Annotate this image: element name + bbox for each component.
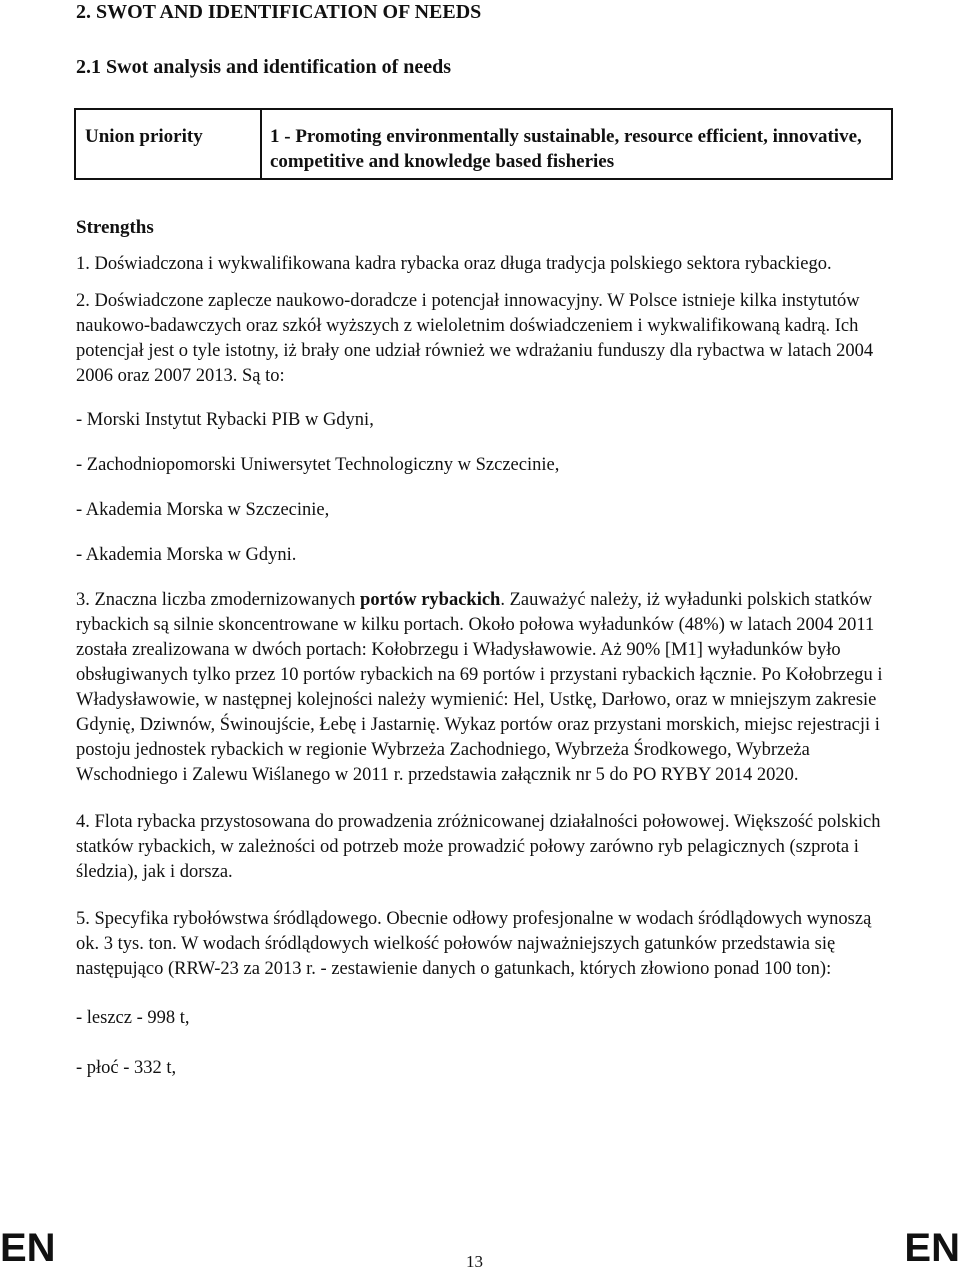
paragraph-3-lead: 3. Znaczna liczba zmodernizowanych <box>76 590 361 610</box>
paragraph-1: 1. Doświadczona i wykwalifikowana kadra rybacka oraz długa tradycja polskiego sektora rybackiego. <box>76 254 832 274</box>
paragraph-4: 4. Flota rybacka przystosowana do prowadzenia zróżnicowanej działalności połowowej. Większość polskich statków rybackich, w zależności od potrzeb może prowadzić połowy zarówno ryb pelagicznych (szprota i śledzia), jak i dorsza. <box>76 812 881 882</box>
footer-language-right: EN <box>904 1226 960 1270</box>
list-item: - Morski Instytut Rybacki PIB w Gdyni, <box>76 410 374 430</box>
paragraph-3-bold-term: portów rybackich <box>360 590 501 610</box>
paragraph-3-rest: . Zauważyć należy, iż wyładunki polskich statków rybackich są silnie skoncentrowane w kilku portach. Około połowa wyładunków (48%) w latach 2004 2011 została zrealizowana w dwóch portach: Kołobrzegu i Władysławowie. Aż 90% [M1] wyładunków było obsługiwanych tylko przez 10 portów rybackich na 69 portów i przystani rybackich łącznie. Po Kołobrzegu i Władysławowie, w następnej kolejności należy wymienić: Hel, Ustkę, Darłowo, oraz w mniejszym zakresie Gdynię, Dziwnów, Świnoujście, Łebę i Jastarnię. Wykaz portów oraz przystani morskich, miejsc rejestracji i postoju jednostek rybackich w regionie Wybrzeża Zachodniego, Wybrzeża Środkowego, Wybrzeża Wschodniego i Zalewu Wiślanego w 2011 r. przedstawia załącznik nr 5 do PO RYBY 2014 2020. <box>76 590 883 785</box>
list-item: - Akademia Morska w Szczecinie, <box>76 500 330 520</box>
union-priority-table <box>74 108 893 180</box>
page-number: 13 <box>466 1252 483 1271</box>
paragraph-2: 2. Doświadczone zaplecze naukowo-doradcze i potencjał innowacyjny. W Polsce istnieje kilka instytutów naukowo-badawczych oraz szkół wyższych z wieloletnim doświadczeniem i wykwalifikowaną kadrą. Ich potencjał jest o tyle istotny, iż brały one udział również we wdrażaniu funduszy dla rybactwa w latach 2004 2006 oraz 2007 2013. Są to: <box>76 291 874 386</box>
strengths-title: Strengths <box>76 217 154 238</box>
document-body <box>76 215 888 1081</box>
subsection-heading: 2.1 Swot analysis and identification of needs <box>76 56 452 78</box>
paragraph-3 <box>76 588 888 788</box>
section-heading: 2. SWOT AND IDENTIFICATION OF NEEDS <box>76 1 482 23</box>
union-priority-label: Union priority <box>76 110 262 178</box>
list-item: - Akademia Morska w Gdyni. <box>76 545 297 565</box>
union-priority-value: 1 - Promoting environmentally sustainable, resource efficient, innovative, competitive and knowledge based fisheries <box>270 126 862 172</box>
paragraph-5: 5. Specyfika rybołówstwa śródlądowego. Obecnie odłowy profesjonalne w wodach śródlądowych wynoszą ok. 3 tys. ton. W wodach śródlądowych wielkość połowów najważniejszych gatunków przedstawia się następująco (RRW-23 za 2013 r. - zestawienie danych o gatunkach, których złowiono ponad 100 ton): <box>76 909 872 979</box>
footer-language-left: EN <box>0 1226 56 1270</box>
list-item: - leszcz - 998 t, <box>76 1008 190 1028</box>
list-item: - płoć - 332 t, <box>76 1058 177 1078</box>
list-item: - Zachodniopomorski Uniwersytet Technologiczny w Szczecinie, <box>76 455 560 475</box>
